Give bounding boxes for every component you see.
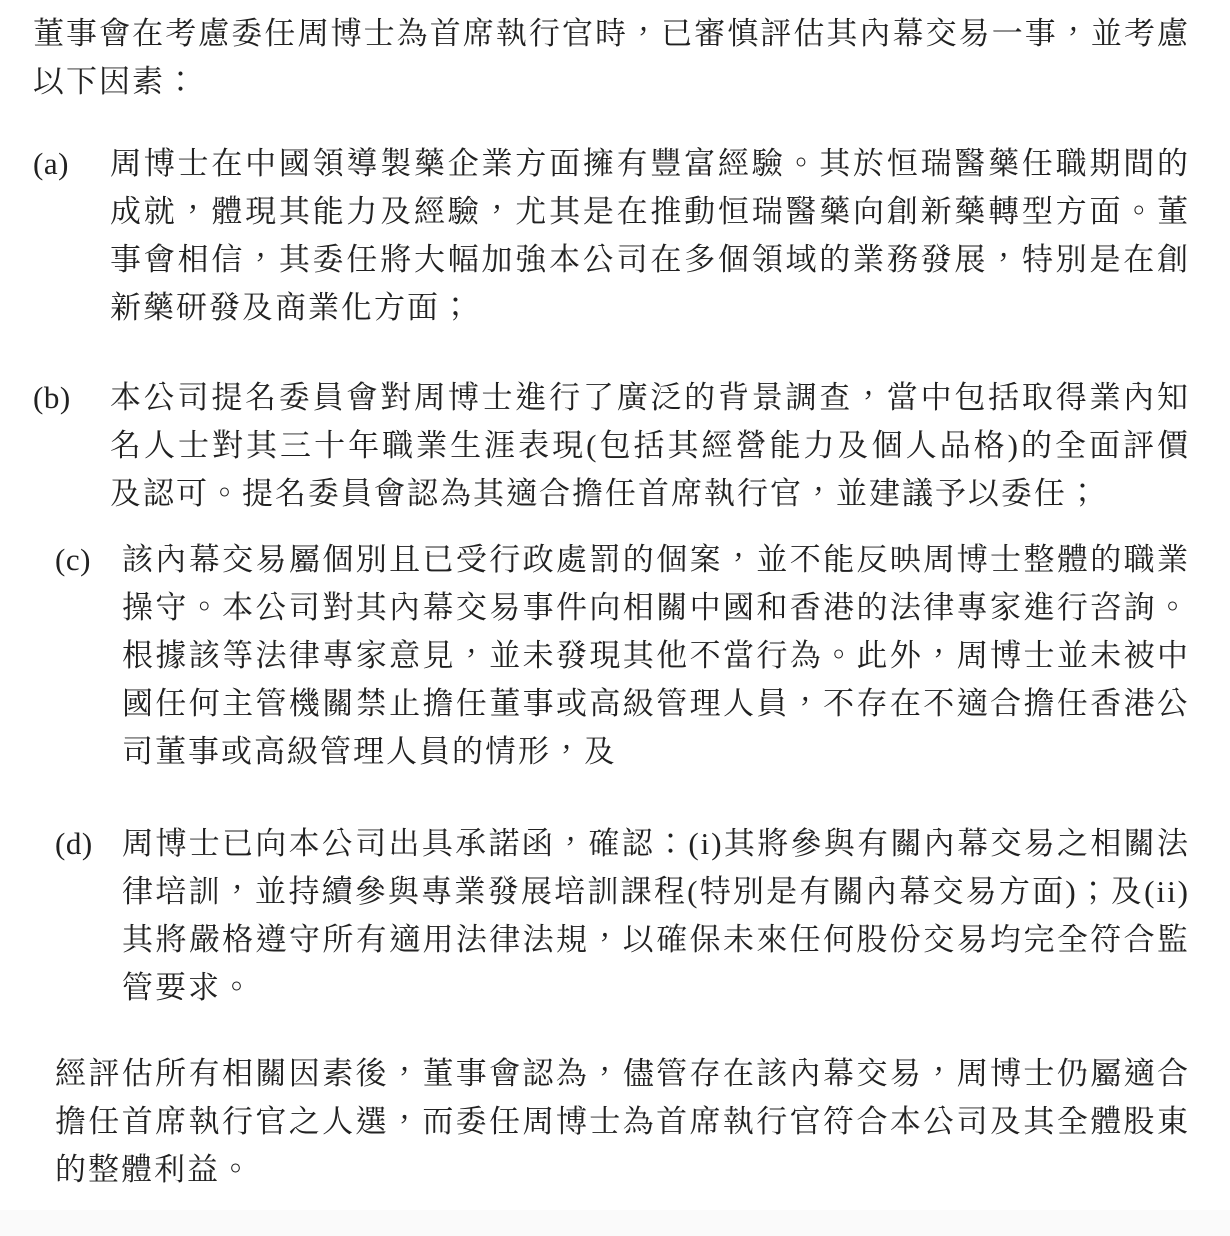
intro-paragraph: 董事會在考慮委任周博士為首席執行官時，已審慎評估其內幕交易一事，並考慮以下因素： <box>33 16 1190 99</box>
list-label-c: (c) <box>55 542 91 577</box>
list-item-d <box>33 820 1190 1012</box>
list-text-a: 周博士在中國領導製藥企業方面擁有豐富經驗。其於恒瑞醫藥任職期間的成就，體現其能力及經驗，尤其是在推動恒瑞醫藥向創新藥轉型方面。董事會相信，其委任將大幅加強本公司在多個領域的業務發展，特別是在創新藥研發及商業化方面； <box>110 146 1190 325</box>
list-text-b: 本公司提名委員會對周博士進行了廣泛的背景調查，當中包括取得業內知名人士對其三十年職業生涯表現(包括其經營能力及個人品格)的全面評價及認可。提名委員會認為其適合擔任首席執行官，並建議予以委任； <box>110 380 1190 511</box>
list-item-a <box>33 140 1190 332</box>
list-label-a: (a) <box>33 146 69 181</box>
list-item-c <box>33 536 1190 776</box>
conclusion-paragraph: 經評估所有相關因素後，董事會認為，儘管存在該內幕交易，周博士仍屬適合擔任首席執行官之人選，而委任周博士為首席執行官符合本公司及其全體股東的整體利益。 <box>55 1056 1190 1187</box>
list-label-b: (b) <box>33 380 71 415</box>
list-item-b <box>33 374 1190 518</box>
list-text-d: 周博士已向本公司出具承諾函，確認：(i)其將參與有關內幕交易之相關法律培訓，並持續參與專業發展培訓課程(特別是有關內幕交易方面)；及(ii)其將嚴格遵守所有適用法律法規，以確保未來任何股份交易均完全符合監管要求。 <box>122 826 1190 1005</box>
page-bottom-strip <box>0 1210 1230 1236</box>
list-label-d: (d) <box>55 826 93 861</box>
list-text-c: 該內幕交易屬個別且已受行政處罰的個案，並不能反映周博士整體的職業操守。本公司對其內幕交易事件向相關中國和香港的法律專家進行咨詢。根據該等法律專家意見，並未發現其他不當行為。此外，周博士並未被中國任何主管機關禁止擔任董事或高級管理人員，不存在不適合擔任香港公司董事或高級管理人員的情形，及 <box>122 542 1190 769</box>
